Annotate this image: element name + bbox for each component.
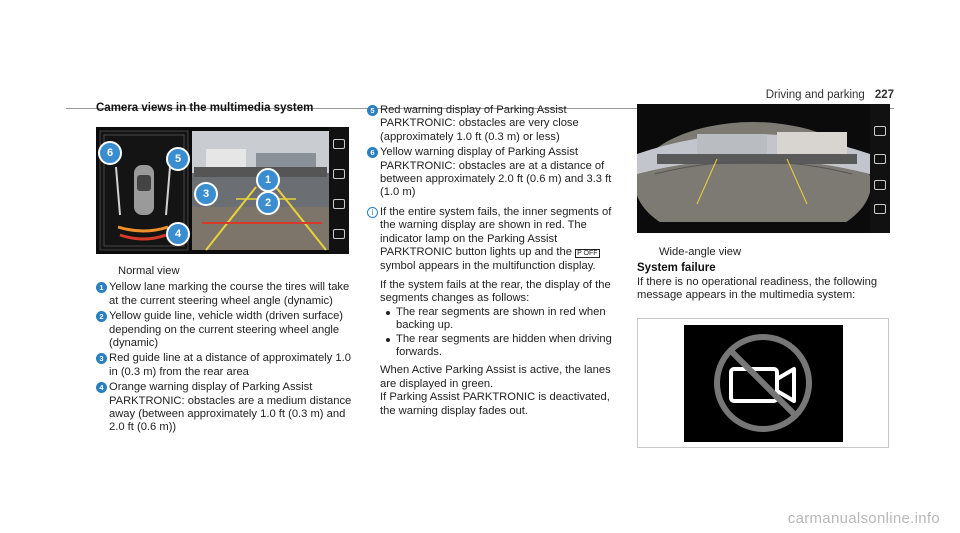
badge-5: 5 [166,147,190,171]
bullet-item [380,306,623,333]
number-badge: 6 [367,147,378,158]
page-number: 227 [874,89,894,101]
figure2-caption: Wide-angle view [659,246,742,258]
item-text: Red guide line at a distance of approximately 1.0 in (0.3 m) from the rear area [109,352,351,378]
sidebar-icon [874,204,886,214]
wide-angle-figure [637,104,890,233]
right-text-block [637,246,893,303]
number-badge: 3 [96,353,107,364]
figure1-caption: Normal view [118,265,180,277]
running-header [766,89,894,101]
sidebar-icon [333,169,345,179]
system-failure-text: If there is no operational readiness, the following message appears in the multimedia system: [637,275,878,302]
middle-text-block [367,104,623,420]
note-text-end: symbol appears in the multifunction display. [380,260,596,273]
bullet-dot [386,311,390,315]
sidebar-icon [874,180,886,190]
badge-1: 1 [256,168,280,192]
item-text: Red warning display of Parking Assist PARKTRONIC: obstacles are very close (approximately 1.0 ft (0.3 m) or less) [380,104,579,143]
normal-view-figure [96,127,349,254]
bullet-item [380,333,623,360]
badge-4: 4 [166,222,190,246]
watermark: carmanualsonline.info [787,510,940,527]
note-paragraph-1 [380,206,623,274]
legend-item-5 [367,104,623,144]
number-badge: 5 [367,105,378,116]
legend-item-2 [96,310,354,350]
legend-item-4 [96,381,354,435]
bullet-dot [386,338,390,342]
sidebar-icon [874,126,886,136]
badge-6: 6 [98,141,122,165]
info-icon: i [367,207,378,218]
note-paragraph-4: If Parking Assist PARKTRONIC is deactivated, the warning display fades out. [380,391,610,417]
wide-angle-image [637,104,890,233]
left-text-block [96,265,354,437]
bullet-text: The rear segments are hidden when driving forwards. [396,332,612,358]
sidebar-icon [333,229,345,239]
item-text: Orange warning display of Parking Assist PARKTRONIC: obstacles are a medium distance away (between approximately 1.0 ft (0.3 m) and 2.0 ft (0.6 m)) [109,381,352,434]
parktronic-off-icon: P OFF [577,250,598,258]
sidebar-icon [333,199,345,209]
legend-item-1 [96,281,354,308]
note-text: If the entire system fails, the inner segments of the warning display are shown in red. The indicator lamp on the Parking Assist PARKTRONIC button lights up and the [380,205,612,259]
item-text: Yellow lane marking the course the tires will take at the current steering wheel angle (dynamic) [109,281,350,307]
header-section: Driving and parking [765,89,865,101]
item-text: Yellow warning display of Parking Assist PARKTRONIC: obstacles are at a distance of between approximately 2.0 ft (0.6 m) and 3.3 ft (1.0 m) [380,146,612,199]
note-block [367,206,623,418]
note-paragraph-2: If the system fails at the rear, the display of the segments changes as follows: [380,278,611,305]
legend-item-6 [367,146,623,200]
number-badge: 1 [96,282,107,293]
system-failure-title: System failure [637,262,716,275]
camera-sidebar [329,127,349,254]
legend-item-3 [96,352,354,379]
failure-figure-frame [637,318,889,448]
normal-view-image [96,127,349,254]
camera-sidebar [870,104,890,233]
sidebar-icon [874,154,886,164]
failure-screen [684,325,843,442]
badge-3: 3 [194,182,218,206]
bullet-text: The rear segments are shown in red when backing up. [396,305,606,332]
number-badge: 4 [96,382,107,393]
sidebar-icon [333,139,345,149]
note-paragraph-3: When Active Parking Assist is active, the lanes are displayed in green. [380,364,611,390]
camera-off-icon [684,325,843,442]
number-badge: 2 [96,311,107,322]
badge-2: 2 [256,191,280,215]
item-text: Yellow guide line, vehicle width (driven surface) depending on the current steering wheel angle (dynamic) [109,310,344,350]
section-title: Camera views in the multimedia system [96,102,314,114]
